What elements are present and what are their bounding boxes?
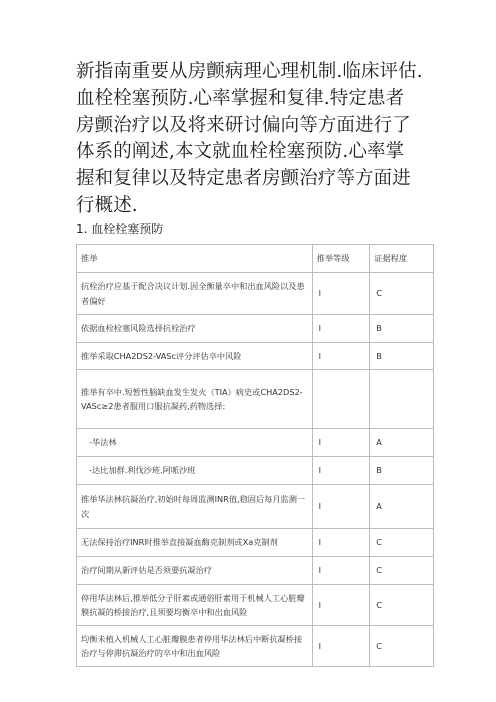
row-grade: I <box>312 529 370 557</box>
row-text: 依据血栓栓塞风险选择抗栓治疗 <box>77 315 313 343</box>
intro-line: 握和复律以及特定患者房颤治疗等方面进 <box>76 168 411 190</box>
header-grade: 推举等级 <box>312 245 370 273</box>
row-evidence: C <box>370 626 434 667</box>
table-row <box>77 485 434 529</box>
row-text: 推举有卒中.短暂性脑缺血发生发火（TIA）病史或CHA2DS2-VASc≥2患者服用口服抗凝药,药物选择: <box>77 370 313 429</box>
row-text: -华法林 <box>77 429 313 457</box>
row-text: -达比加群.利伐沙班.阿哌沙班 <box>77 457 313 485</box>
row-evidence: A <box>370 429 434 457</box>
table-row <box>77 315 434 343</box>
table-row <box>77 557 434 585</box>
row-grade: I <box>312 273 370 315</box>
table-row <box>77 529 434 557</box>
header-recommendation: 推举 <box>77 245 313 273</box>
row-text: 抗栓治疗应基于配合决议计划.因全衡量卒中和出血风险以及患者偏好 <box>77 273 313 315</box>
intro-line: 行概述. <box>76 194 138 216</box>
intro-line: 房颤治疗以及将来研讨偏向等方面进行了 <box>76 114 411 136</box>
header-evidence: 证据程度 <box>370 245 434 273</box>
section-heading: 1. 血栓栓塞预防 <box>76 222 164 236</box>
row-text: 停用华法林后,推举低分子肝素或通俗肝素用于机械人工心脏瓣膜抗凝的桥接治疗,且须要均衡卒中和出血风险 <box>77 585 313 626</box>
row-grade: I <box>312 557 370 585</box>
row-evidence: C <box>370 273 434 315</box>
table-row <box>77 343 434 370</box>
recommendation-table <box>76 244 434 667</box>
row-grade: I <box>312 315 370 343</box>
row-evidence <box>370 370 434 429</box>
table-header-row <box>77 245 434 273</box>
row-evidence: C <box>370 529 434 557</box>
row-grade: I <box>312 485 370 529</box>
row-grade: I <box>312 626 370 667</box>
row-text: 推举采取CHA2DS2-VASc评分评估卒中风险 <box>77 343 313 370</box>
row-grade <box>312 370 370 429</box>
row-evidence: C <box>370 585 434 626</box>
row-evidence: B <box>370 457 434 485</box>
table-row <box>77 585 434 626</box>
intro-line: 体系的阐述,本文就血栓栓塞预防.心率掌 <box>76 141 405 163</box>
row-grade: I <box>312 457 370 485</box>
row-grade: I <box>312 429 370 457</box>
row-text: 无法保持治疗INR时推举直接凝血酶克制剂或Xa克制剂 <box>77 529 313 557</box>
intro-line: 血栓栓塞预防.心率掌握和复律.特定患者 <box>76 87 405 109</box>
row-grade: I <box>312 343 370 370</box>
row-evidence: A <box>370 485 434 529</box>
row-text: 推举华法林抗凝治疗,初始时每周监测INR值,稳固后每月监测一次 <box>77 485 313 529</box>
row-grade: I <box>312 585 370 626</box>
table-row <box>77 370 434 429</box>
row-text: 均衡未植入机械人工心脏瓣膜患者停用华法林后中断抗凝桥接治疗与停滞抗凝治疗的卒中和出血风险 <box>77 626 313 667</box>
row-evidence: B <box>370 315 434 343</box>
row-text: 治疗间期从新评估是否须要抗凝治疗 <box>77 557 313 585</box>
table-row <box>77 273 434 315</box>
intro-paragraph <box>76 59 448 220</box>
intro-line: 新指南重要从房颤病理心理机制.临床评估. <box>76 61 423 82</box>
table-row <box>77 626 434 667</box>
table-row <box>77 457 434 485</box>
table-row <box>77 429 434 457</box>
row-evidence: C <box>370 557 434 585</box>
row-evidence: B <box>370 343 434 370</box>
